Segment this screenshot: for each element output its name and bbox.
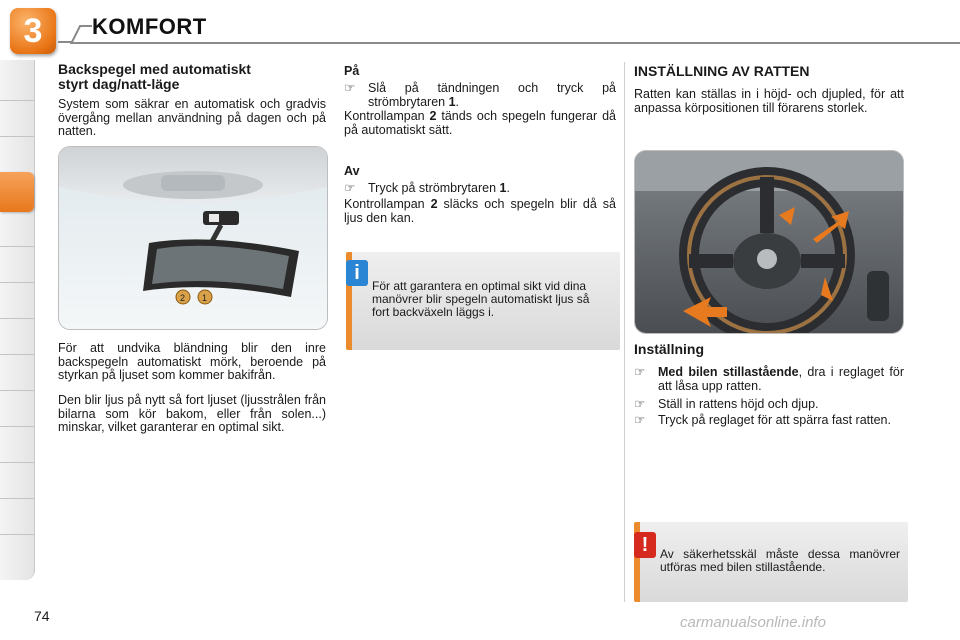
steering-illustration — [634, 150, 904, 334]
adjustment-heading: Inställning — [634, 341, 704, 357]
header-rule — [70, 42, 960, 44]
warning-text: Av säkerhetsskäl måste dessa manövrer utföras med bilen stillastående. — [660, 547, 900, 574]
on-bullet: ☞ Slå på tändningen och tryck på strömbrytaren 1. — [344, 81, 616, 109]
info-text: För att garantera en optimal sikt vid dina manövrer blir spegeln automatiskt ljus så fort backväxeln läggs i. — [372, 279, 590, 319]
chapter-title: KOMFORT — [92, 14, 207, 39]
off-bullet: ☞ Tryck på strömbrytaren 1. — [344, 181, 510, 195]
mirror-illustration — [58, 146, 328, 330]
adjust-bullet-1: ☞ Med bilen stillastående, dra i reglaget för att låsa upp ratten. — [634, 365, 905, 393]
hand-pointer-icon: ☞ — [634, 365, 646, 379]
hand-pointer-icon: ☞ — [634, 413, 646, 427]
hand-pointer-icon: ☞ — [344, 81, 356, 95]
mirror-label-2: 2 — [180, 293, 186, 303]
watermark: carmanualsonline.info — [680, 614, 826, 631]
mirror-intro: System som säkrar en automatisk och gradvis övergång mellan användning på dagen och på natten. — [58, 97, 326, 138]
off-text: Kontrollampan 2 släcks och spegeln blir då så ljus den kan. — [344, 197, 617, 225]
on-text: Kontrollampan 2 tänds och spegeln fungerar då på automatiskt sätt. — [344, 109, 616, 137]
mirror-section-title: Backspegel med automatiskt styrt dag/natt-läge — [58, 61, 251, 92]
chapter-tabs — [0, 60, 35, 580]
off-heading: Av — [344, 164, 360, 178]
warning-note — [634, 522, 908, 602]
on-heading: På — [344, 64, 360, 78]
adjust-bullet-3: ☞ Tryck på reglaget för att spärra fast ratten. — [634, 413, 891, 427]
hand-pointer-icon: ☞ — [634, 397, 646, 411]
adjust-bullet-2: ☞ Ställ in rattens höjd och djup. — [634, 397, 819, 411]
steering-section-title: INSTÄLLNING AV RATTEN — [634, 63, 810, 79]
mirror-para-2: Den blir ljus på nytt så fort ljuset (ljusstrålen från bilarna som kör bakom, eller från solen...) minskar, vilket garanterar en optimal sikt. — [58, 393, 326, 434]
warning-icon: ! — [634, 532, 656, 558]
chapter-badge: 3 — [10, 8, 56, 54]
mirror-label-1: 1 — [202, 293, 208, 303]
column-divider — [624, 62, 625, 602]
info-note — [346, 252, 620, 350]
hand-pointer-icon: ☞ — [344, 181, 356, 195]
chevron-right-icon — [58, 22, 92, 44]
info-icon: i — [346, 260, 368, 286]
page-number: 74 — [34, 608, 50, 624]
mirror-para-1: För att undvika bländning blir den inre backspegeln automatiskt mörk, beroende på styrkan på ljuset som kommer bakifrån. — [58, 341, 326, 382]
steering-intro: Ratten kan ställas in i höjd- och djupled, för att anpassa körpositionen till förarens storlek. — [634, 87, 904, 115]
active-chapter-tab[interactable] — [0, 172, 34, 212]
